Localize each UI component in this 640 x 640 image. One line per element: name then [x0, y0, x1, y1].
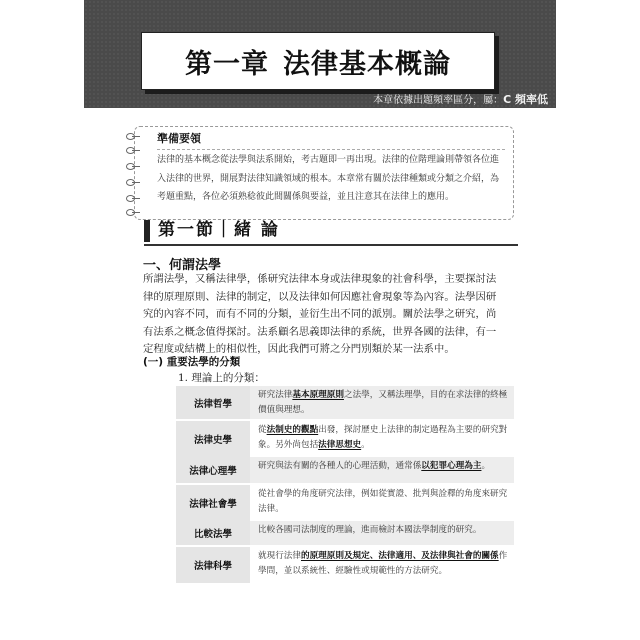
item-subheading: 1. 理論上的分類：: [178, 372, 265, 384]
description-text: 研究與法有關的各種人的心理活動，通常係: [258, 461, 422, 471]
chapter-title: 法律基本概論: [283, 48, 451, 80]
table-row: [176, 485, 514, 521]
emphasis-text: 以犯罪心理為主: [421, 461, 482, 471]
term-cell: 法律科學: [176, 547, 250, 583]
term-cell: 法律哲學: [176, 386, 250, 419]
divider: [157, 149, 505, 150]
description-text: 。: [361, 439, 370, 450]
table-row: [176, 457, 514, 483]
frequency-note: [373, 91, 548, 107]
description-cell: [250, 547, 514, 583]
classification-table: [176, 386, 514, 583]
emphasis-text: 法律思想史: [318, 439, 362, 450]
description-cell: [250, 421, 514, 457]
description-text: 之法學，又稱法理學，目的在求法律的終極價值與理想。: [258, 390, 508, 415]
preparation-line: 法律的基本概念從法學與法系開始，考古題即一再出現。法律的位階理論則帶領各位進: [157, 155, 500, 165]
paragraph-line: 究的內容不同，而有不同的分類，並衍生出不同的派別。關於法學之研究，尚: [143, 308, 497, 320]
description-text: 就現行法律: [258, 551, 301, 561]
table-row: [176, 386, 514, 419]
description-text: 作學問，並以系統性、經驗性或規範性的方法研究。: [258, 551, 508, 576]
description-cell: [250, 457, 514, 483]
description-text: 出發，探討歷史上法律的制定過程為主要的研究對象。另外尚包括: [258, 425, 508, 450]
description-text: 從: [258, 425, 267, 435]
paragraph-line: 有法系之概念值得探討。法系顧名思義即法律的系統，世界各國的法律，有一: [143, 325, 497, 338]
paragraph-line: 所謂法學，又稱法律學，係研究法律本身或法律現象的社會科學，主要探討法: [143, 273, 497, 285]
frequency-label: 本章依據出題頻率區分，屬：: [373, 95, 504, 106]
subsection-title: 一、何謂法學: [143, 258, 222, 273]
frequency-grade: C 頻率低: [503, 93, 548, 106]
preparation-text: [157, 151, 507, 207]
description-text: 研究法律: [258, 390, 293, 400]
paragraph-line: 律的原理原則、法律的制定，以及法律如何因應社會現象等為內容。法學因研: [143, 290, 497, 303]
chapter-number: 第一章: [185, 48, 269, 80]
table-row: [176, 521, 514, 545]
description-text: 比較各國司法制度的理論，進而檢討本國法學制度的研究。: [258, 525, 482, 535]
binder-ring-icon: [126, 133, 138, 140]
table-row: [176, 547, 514, 583]
section-heading: [144, 218, 518, 246]
term-cell: 法律社會學: [176, 485, 250, 521]
binder-ring-icon: [126, 147, 138, 154]
description-text: 。: [481, 461, 491, 471]
binder-ring-icon: [126, 195, 138, 202]
description-text: 從社會學的角度研究法律，例如從實證、批判與詮釋的角度來研究法律。: [258, 489, 508, 514]
preparation-box: [134, 126, 514, 220]
body-paragraph: [143, 271, 515, 359]
emphasis-text: 的原理原則及規定、法律適用、及法律與社會的關係: [300, 551, 499, 561]
term-cell: 法律史學: [176, 421, 250, 457]
term-cell: 比較法學: [176, 521, 250, 545]
binder-ring-icon: [126, 179, 138, 186]
emphasis-text: 基本原理原則: [292, 390, 344, 400]
emphasis-text: 法制史的觀點: [266, 425, 319, 435]
description-cell: [250, 485, 514, 521]
chapter-title-box: [141, 32, 495, 90]
section-bar: [144, 220, 150, 242]
preparation-line: 考題重點，各位必須熟稔彼此間關係與要益，並且注意其在法律上的應用。: [157, 192, 455, 202]
preparation-line: 入法律的世界，開展對法律知識領域的根本。本章常有關於法律種類或分類之介紹，為: [157, 173, 500, 184]
preparation-title: 準備要領: [157, 132, 201, 145]
table-row: [176, 421, 514, 457]
item-heading: (一) 重要法學的分類: [143, 356, 241, 368]
binder-ring-icon: [126, 209, 138, 216]
description-cell: [250, 521, 514, 545]
paragraph-line: 定程度或結構上的相似性，因此我們可將之分門別類於某一法系中。: [143, 343, 455, 355]
binder-ring-icon: [126, 163, 138, 170]
section-title: 第一節｜緒 論: [158, 220, 280, 240]
description-cell: [250, 386, 514, 419]
term-cell: 法律心理學: [176, 457, 250, 483]
